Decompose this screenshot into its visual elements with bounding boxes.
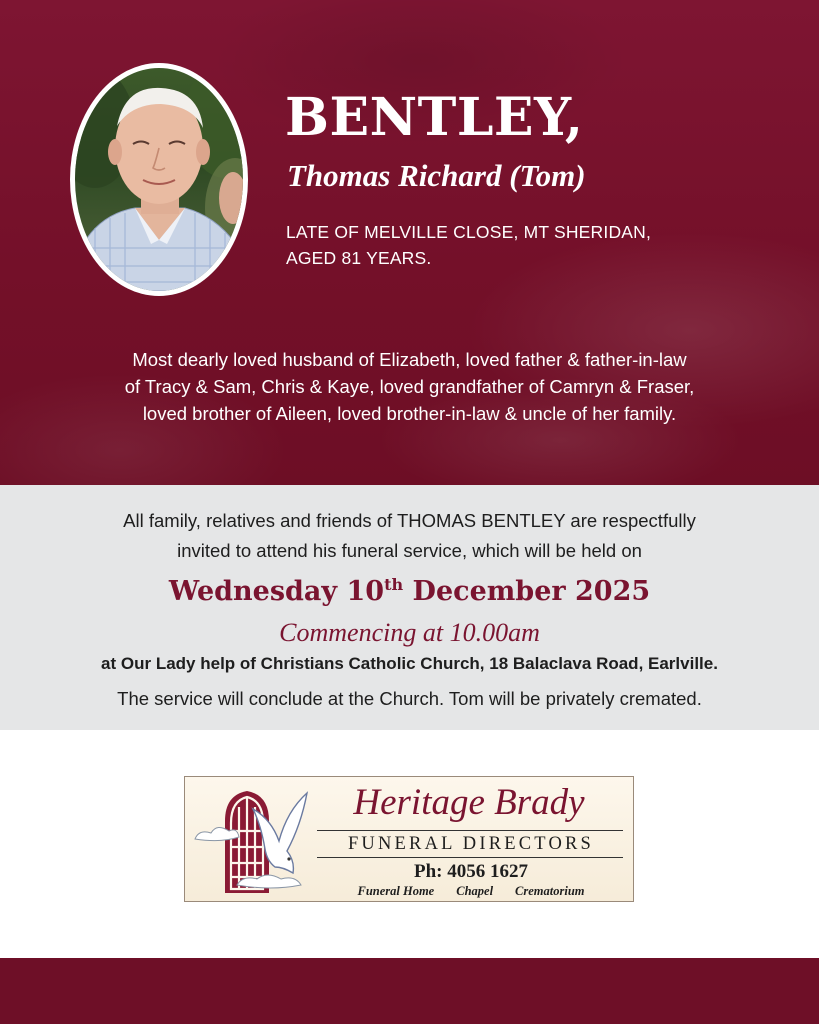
given-names: Thomas Richard (Tom) — [287, 158, 586, 193]
funeral-director-subtitle: FUNERAL DIRECTORS — [347, 834, 595, 854]
footer-band — [0, 958, 819, 1024]
invitation-line: invited to attend his funeral service, which will be held on — [177, 540, 642, 561]
service-date-month-year: December 2025 — [412, 576, 651, 607]
surname-heading: BENTLEY, — [285, 87, 584, 148]
funeral-director-services — [315, 883, 627, 899]
funeral-director-phone: Ph: 4056 1627 — [414, 861, 528, 882]
invitation-line: All family, relatives and friends of THOMAS BENTLEY are respectfully — [123, 510, 696, 531]
age-line: AGED 81 YEARS. — [286, 248, 432, 268]
tribute-line: Most dearly loved husband of Elizabeth, loved father & father-in-law — [132, 349, 687, 370]
service-date-day: Wednesday 10 — [168, 576, 385, 607]
service-chapel: Chapel — [456, 884, 494, 898]
portrait-frame — [70, 63, 248, 296]
logo-divider — [317, 857, 623, 858]
service-venue: at Our Lady help of Christians Catholic Church, 18 Balaclava Road, Earlville. — [101, 654, 718, 673]
late-of-line: LATE OF MELVILLE CLOSE, MT SHERIDAN, — [286, 222, 652, 242]
service-conclusion: The service will conclude at the Church. Tom will be privately cremated. — [117, 688, 702, 709]
funeral-director-logo — [184, 776, 634, 902]
tribute-line: loved brother of Aileen, loved brother-in-law & uncle of her family. — [142, 403, 677, 424]
funeral-director-name: Heritage Brady — [353, 782, 585, 823]
service-funeral-home: Funeral Home — [357, 884, 435, 898]
service-date — [0, 574, 819, 610]
chapel-window-dove-icon — [191, 781, 315, 899]
header-panel — [0, 0, 819, 485]
service-time: Commencing at 10.00am — [279, 618, 540, 647]
service-crematorium: Crematorium — [515, 884, 585, 898]
tribute-line: of Tracy & Sam, Chris & Kaye, loved grandfather of Camryn & Fraser, — [124, 376, 695, 397]
service-invitation — [0, 506, 819, 566]
portrait-illustration — [75, 68, 243, 291]
service-date-suffix: th — [384, 575, 404, 594]
family-tribute — [0, 346, 819, 427]
portrait-photo — [75, 68, 243, 291]
late-of-address — [286, 219, 746, 271]
logo-divider — [317, 830, 623, 831]
